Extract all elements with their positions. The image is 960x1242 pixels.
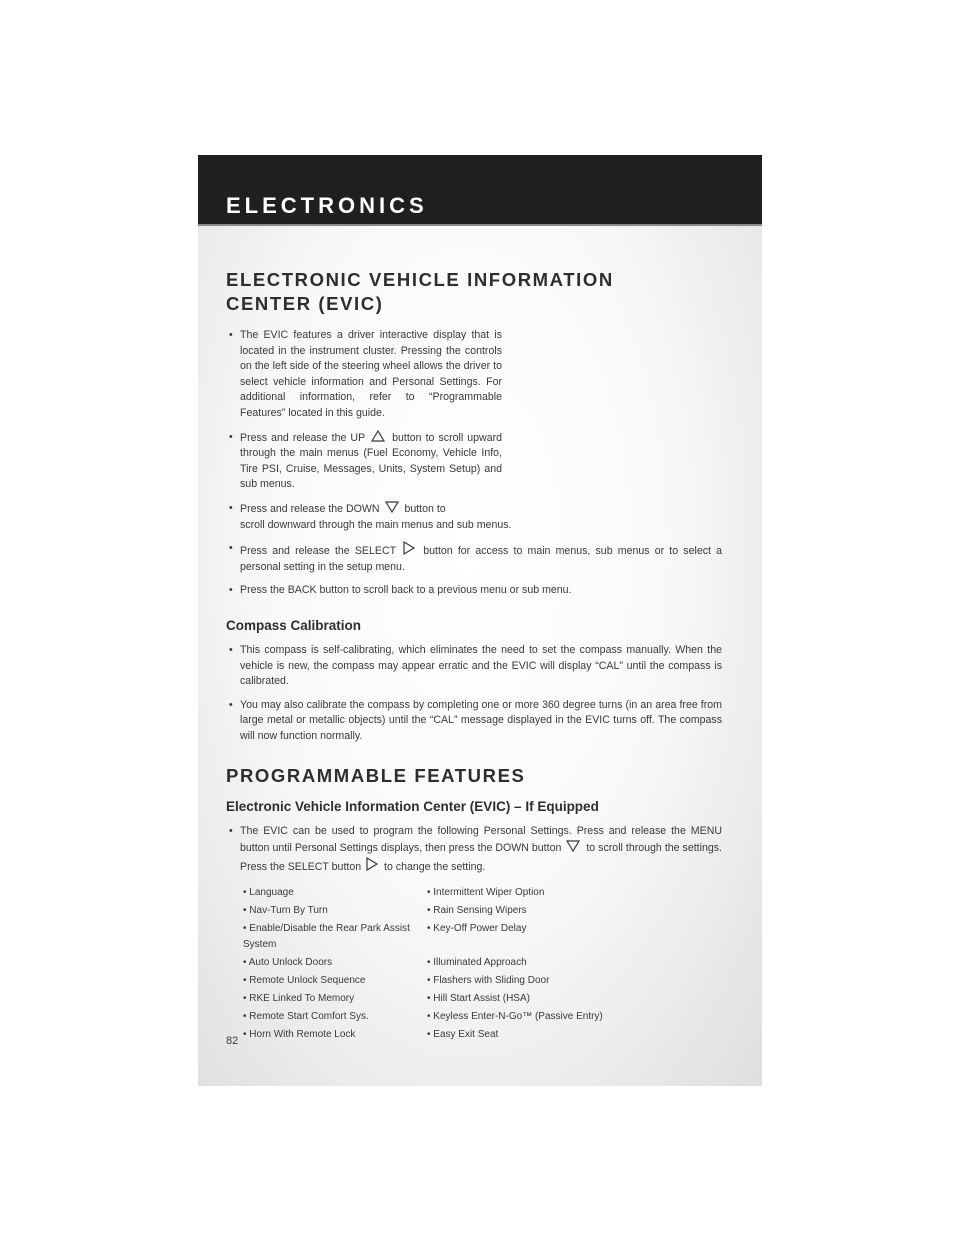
feature-right-4: • Illuminated Approach — [427, 956, 527, 968]
compass-bullet-2: You may also calibrate the compass by completing one or more 360 degree turns (in an area free from large metal or metallic objects) until the “CAL” message displayed in the EVIC turns off. The compass will now function normally. — [240, 698, 722, 742]
evic-bullet-4-post: button for access to main menus, sub menus or to select a personal setting in the setup menu. — [240, 545, 722, 573]
feature-left-8: • Horn With Remote Lock — [243, 1028, 356, 1040]
evic-bullet-2-post: button to scroll upward through the main menus (Fuel Economy, Vehicle Info, Tire PSI, Cruise, Messages, Units, System Setup) and sub menus. — [240, 431, 503, 491]
down-arrow-icon — [385, 501, 399, 513]
feature-left-1: • Language — [243, 887, 294, 899]
page-content — [226, 268, 722, 1042]
header-bar — [198, 155, 762, 226]
evic-bullet-1: The EVIC features a driver interactive display that is located in the instrument cluster. Pressing the controls on the left side of the steering wheel allows the driver to select vehicle information and Personal Settings. For additional information, refer to “Programmable Features” located in this guide. — [240, 329, 502, 419]
evic-bullet-3-post: scroll downward through the main menus and sub menus. — [240, 518, 512, 531]
feature-left-7: • Remote Start Comfort Sys. — [243, 1010, 369, 1022]
evic-bullet-3-mid: button to — [404, 502, 446, 515]
header-title: ELECTRONICS — [226, 193, 428, 218]
list-item: • Press and release the SELECT button for access to main menus, sub menus or to select a personal setting in the setup menu. — [229, 542, 722, 573]
feature-right-5: • Flashers with Sliding Door — [427, 974, 550, 986]
section-title-programmable: PROGRAMMABLE FEATURES — [226, 765, 526, 787]
select-arrow-icon — [366, 857, 378, 871]
list-item: • Press and release the UP button to scroll upward through the main menus (Fuel Economy, Vehicle Info, Tire PSI, Cruise, Messages, Units, System Setup) and sub menus. — [229, 430, 503, 491]
feature-left-4: • Auto Unlock Doors — [243, 956, 333, 968]
section-title-line2: CENTER (EVIC) — [226, 293, 384, 314]
evic-bullet-list — [226, 328, 722, 599]
down-arrow-icon — [566, 840, 580, 852]
feature-right-8: • Easy Exit Seat — [427, 1028, 499, 1040]
list-item: • Press the BACK button to scroll back to a previous menu or sub menu. — [229, 584, 572, 597]
compass-title: Compass Calibration — [226, 617, 362, 633]
list-item: • This compass is self-calibrating, which eliminates the need to set the compass manually. When the vehicle is new, the compass may appear erratic and the EVIC will display “CAL” until the compass is calibrated. — [229, 643, 722, 688]
feature-left-3: • Enable/Disable the Rear Park Assist System — [243, 923, 410, 950]
list-item: • Press and release the DOWN button to scroll downward through the main menus and sub menus. — [229, 501, 512, 531]
list-item: • The EVIC features a driver interactive display that is located in the instrument cluster. Pressing the controls on the left side of the steering wheel allows the driver to select vehicle information and Personal Settings. For additional information, refer to “Programmable Features” located in this guide. — [229, 329, 502, 419]
section-title-evic — [226, 268, 712, 316]
compass-bullet-1: This compass is self-calibrating, which eliminates the need to set the compass manually. When the vehicle is new, the compass may appear erratic and the EVIC will display “CAL” until the compass is calibrated. — [240, 643, 722, 688]
list-item: • You may also calibrate the compass by completing one or more 360 degree turns (in an area free from large metal or metallic objects) until the “CAL” message displayed in the EVIC turns off. The compass will now function normally. — [229, 698, 722, 742]
page-number: 82 — [226, 1035, 239, 1047]
evic-bullet-4-pre: Press and release the SELECT — [240, 545, 396, 558]
feature-right-3: • Key-Off Power Delay — [427, 923, 527, 935]
feature-right-1: • Intermittent Wiper Option — [427, 887, 545, 899]
programmable-bullet-mid: to scroll through the settings. Press the SELECT button — [240, 842, 722, 873]
evic-bullet-3-pre: Press and release the DOWN — [240, 502, 380, 515]
select-arrow-icon — [403, 541, 415, 555]
evic-bullet-5: Press the BACK button to scroll back to a previous menu or sub menu. — [240, 584, 572, 597]
programmable-bullet-post: to change the setting. — [384, 860, 486, 873]
feature-left-6: • RKE Linked To Memory — [243, 992, 355, 1004]
feature-right-2: • Rain Sensing Wipers — [427, 905, 527, 917]
manual-page — [198, 155, 762, 1086]
feature-left-5: • Remote Unlock Sequence — [243, 974, 366, 986]
feature-right-7: • Keyless Enter-N-Go™ (Passive Entry) — [427, 1010, 603, 1022]
programmable-subtitle: Electronic Vehicle Information Center (EVIC) – If Equipped — [226, 799, 599, 815]
compass-bullet-list — [226, 643, 722, 745]
programmable-bullet-list — [226, 824, 722, 875]
evic-bullet-2-pre: Press and release the UP — [240, 431, 365, 444]
list-item: • The EVIC can be used to program the following Personal Settings. Press and release the MENU button until Personal Settings displays, then press the DOWN button to scroll through the settings. Press the SELECT button to change the setting. — [229, 825, 722, 873]
features-grid — [243, 885, 712, 1042]
programmable-bullet-pre: The EVIC can be used to program the following Personal Settings. Press and release the MENU button until Personal Settings displays, then press the DOWN button — [240, 825, 722, 855]
section-title-line1: ELECTRONIC VEHICLE INFORMATION — [226, 269, 614, 290]
feature-left-2: • Nav-Turn By Turn — [243, 905, 328, 917]
feature-right-6: • Hill Start Assist (HSA) — [427, 992, 530, 1004]
up-arrow-icon — [371, 430, 385, 442]
